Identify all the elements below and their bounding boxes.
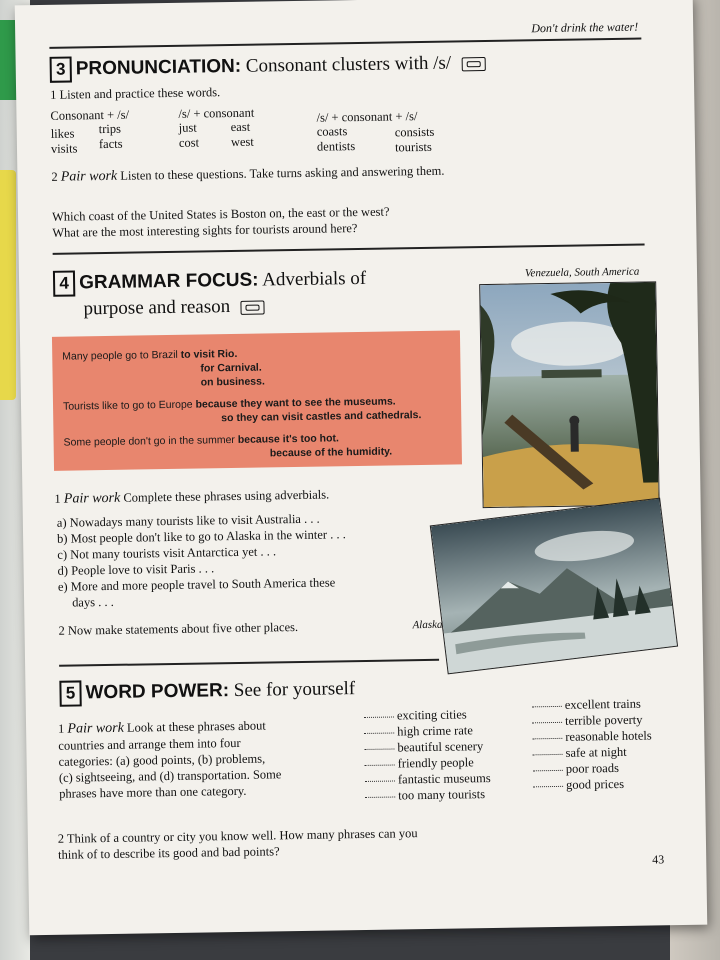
section4-items	[57, 509, 428, 611]
list-item: d) People love to visit Paris . . .	[57, 561, 215, 578]
section4-step1: 1 Pair work Complete these phrases using adverbials.	[54, 487, 330, 507]
word: coasts	[316, 124, 348, 139]
section5-title-bold: WORD POWER:	[85, 680, 230, 704]
word: just	[178, 120, 197, 135]
word: dentists	[316, 139, 356, 154]
word: tourists	[394, 139, 432, 155]
section3-questions	[52, 202, 482, 241]
yellow-page-tab	[0, 170, 16, 400]
section4-number: 4	[53, 270, 75, 296]
rule-section5	[59, 659, 439, 667]
word: trips	[98, 121, 122, 137]
rule-section4	[53, 244, 645, 255]
section5-step1: 1 Pair work Look at these phrases about countries and arrange them into four categories: (a) good points, (b) problems, (c) sightseeing, and (d) transportation. Some phrases have more than one category.	[57, 718, 282, 801]
section3-step1: 1 Listen and practice these words.	[50, 85, 221, 102]
phrase-item: too many tourists	[365, 786, 491, 804]
section4-title-rest-2: purpose and reason	[83, 296, 231, 320]
section3-title-bold: PRONUNCIATION:	[75, 55, 242, 80]
col-header-3: /s/ + consonant + /s/	[316, 109, 418, 125]
phrase-item: poor roads	[533, 759, 653, 777]
phrase-item: high crime rate	[364, 722, 490, 740]
question: Which coast of the United States is Boston on, the east or the west?	[51, 204, 390, 224]
col-header-1: Consonant + /s/	[50, 107, 130, 123]
list-item: c) Not many tourists visit Antarctica yet . . .	[57, 544, 277, 562]
grammar-line-2: for Carnival.	[200, 361, 262, 375]
section4-title-bold: GRAMMAR FOCUS:	[78, 269, 259, 294]
phrase-item: reasonable hotels	[532, 727, 652, 745]
section4-title	[53, 266, 367, 323]
word-list	[395, 125, 435, 156]
phrase-item: fantastic museums	[365, 770, 491, 788]
section3-step2: 2 Pair work Listen to these questions. Take turns asking and answering them.	[51, 163, 445, 185]
phrase-item: friendly people	[365, 754, 491, 772]
word-list	[99, 122, 123, 152]
running-head: Don't drink the water!	[531, 19, 639, 36]
grammar-box	[52, 330, 462, 470]
word: east	[230, 119, 251, 135]
photo2-caption: Alaska	[412, 618, 443, 632]
section3-number: 3	[50, 56, 72, 82]
col-header-2: /s/ + consonant	[178, 105, 255, 121]
grammar-line-6: Some people don't go in the summer because it's too hot.	[63, 432, 339, 449]
word: facts	[98, 136, 123, 152]
section5-step2: 2 Think of a country or city you know well. How many phrases can you think of to describe its good and bad points?	[57, 826, 418, 862]
phrase-item: safe at night	[532, 743, 652, 761]
grammar-line-7: because of the humidity.	[269, 445, 393, 460]
pair-work-label: Pair work	[60, 168, 118, 185]
section3-title	[50, 50, 487, 83]
photo1-caption: Venezuela, South America	[524, 265, 640, 280]
word: visits	[50, 141, 78, 156]
list-item: days . . .	[72, 594, 114, 610]
phrase-item: terrible poverty	[532, 711, 652, 729]
word: cost	[178, 135, 200, 150]
list-item: b) Most people don't like to go to Alaska in the winter . . .	[57, 527, 346, 546]
top-rule	[49, 38, 641, 49]
phrase-column-1	[364, 706, 491, 804]
word: consists	[394, 124, 435, 140]
textbook-page	[15, 0, 708, 935]
phrase-column-2	[532, 695, 653, 793]
question: What are the most interesting sights for tourists around here?	[52, 221, 358, 240]
venezuela-photo	[479, 281, 659, 508]
grammar-line-4: Tourists like to go to Europe because they want to see the museums.	[62, 395, 396, 413]
section5-number: 5	[59, 680, 81, 706]
grammar-line-1: Many people go to Brazil to visit Rio.	[62, 347, 238, 363]
pair-work-label: Pair work	[63, 490, 121, 507]
cassette-icon	[241, 300, 265, 314]
section5-title	[59, 676, 355, 707]
grammar-line-3: on business.	[200, 375, 265, 389]
cassette-icon	[462, 57, 486, 71]
phrase-item: excellent trains	[532, 695, 652, 713]
word: likes	[50, 126, 75, 141]
word-list	[51, 126, 78, 156]
word: west	[230, 134, 254, 150]
section3-title-rest: Consonant clusters with /s/	[245, 52, 452, 77]
word-list	[231, 120, 254, 150]
pair-work-label: Pair work	[67, 720, 124, 737]
alaska-photo	[430, 498, 678, 675]
word-list	[317, 124, 356, 155]
phrase-item: good prices	[533, 775, 653, 793]
page-number: 43	[652, 852, 665, 867]
grammar-line-5: so they can visit castles and cathedrals.	[221, 409, 422, 425]
list-item: a) Nowadays many tourists like to visit Australia . . .	[56, 511, 320, 530]
word-list	[179, 121, 200, 151]
phrase-item: beautiful scenery	[364, 738, 490, 756]
section4-title-rest-1: Adverbials of	[262, 267, 367, 291]
phrase-item: exciting cities	[364, 706, 490, 724]
list-item: e) More and more people travel to South America these	[57, 575, 336, 594]
section4-step2: 2 Now make statements about five other places.	[58, 620, 299, 638]
section5-title-rest: See for yourself	[233, 678, 356, 702]
